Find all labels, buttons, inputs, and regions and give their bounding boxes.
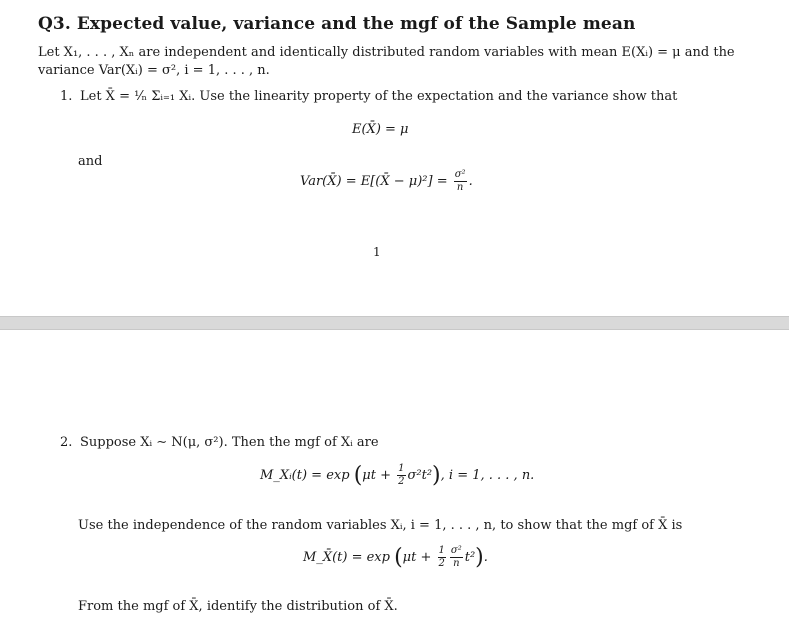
- fraction-numerator: 1: [438, 545, 445, 556]
- and-label: and: [78, 154, 103, 169]
- mgf-xbar-left: M_X̄(t) = exp: [303, 550, 390, 565]
- one-half-fraction: [397, 464, 405, 487]
- equation-expectation: E(X̄) = μ: [352, 122, 409, 137]
- intro-line-1: Let X₁, . . . , Xₙ are independent and identically distributed random variables with mean E(Xᵢ) = μ and the: [38, 45, 735, 60]
- close-paren: ): [475, 545, 484, 570]
- equation-variance-end: .: [468, 174, 473, 189]
- document-page-2: [0, 330, 789, 629]
- item-1-text: Let X̄ = ¹⁄ₙ Σᵢ₌₁ Xᵢ. Use the linearity property of the expectation and the variance show that: [80, 89, 678, 104]
- fraction-denominator: 2: [398, 476, 405, 487]
- item-2-number: 2.: [60, 435, 73, 450]
- fraction-numerator: 1: [398, 463, 405, 474]
- fraction-numerator: σ²: [450, 545, 462, 556]
- item-2-text: Suppose Xᵢ ∼ N(μ, σ²). Then the mgf of Xᵢ are: [80, 435, 379, 450]
- fraction-denominator: n: [453, 558, 460, 569]
- mgf-xi-inner-a: μt +: [362, 468, 391, 483]
- final-instruction: From the mgf of X̄, identify the distribution of X̄.: [78, 599, 398, 614]
- equation-variance-left: Var(X̄) = E[(X̄ − μ)²] =: [300, 174, 448, 189]
- item-1-number: 1.: [60, 89, 73, 104]
- mgf-xi-left: M_Xᵢ(t) = exp: [260, 468, 350, 483]
- mgf-xbar-end: .: [483, 550, 488, 565]
- fraction-denominator: 2: [438, 558, 445, 569]
- equation-variance: [300, 170, 473, 193]
- sigma-squared-over-n-fraction: [450, 546, 463, 569]
- mgf-xi-right: , i = 1, . . . , n.: [440, 468, 535, 483]
- mgf-xbar-inner-b: t²: [464, 550, 476, 565]
- one-half-fraction: [438, 546, 446, 569]
- fraction-denominator: n: [456, 182, 464, 193]
- mgf-xbar-equation: [303, 545, 488, 570]
- page-separator: [0, 316, 789, 330]
- open-paren: (: [394, 545, 403, 570]
- intro-line-2: variance Var(Xᵢ) = σ², i = 1, . . . , n.: [38, 63, 270, 78]
- mgf-xbar-inner-a: μt +: [402, 550, 432, 565]
- page-number: 1: [373, 245, 381, 259]
- independence-text: Use the independence of the random variables Xᵢ, i = 1, . . . , n, to show that the mgf of X̄ is: [78, 518, 683, 533]
- close-paren: ): [432, 463, 441, 488]
- mgf-xi-inner-b: σ²t²: [407, 468, 433, 483]
- question-title: Q3. Expected value, variance and the mgf of the Sample mean: [38, 14, 636, 34]
- open-paren: (: [353, 463, 363, 488]
- mgf-xi-equation: [260, 463, 534, 488]
- fraction-numerator: σ²: [454, 169, 466, 180]
- sigma-squared-over-n-fraction: [454, 170, 467, 193]
